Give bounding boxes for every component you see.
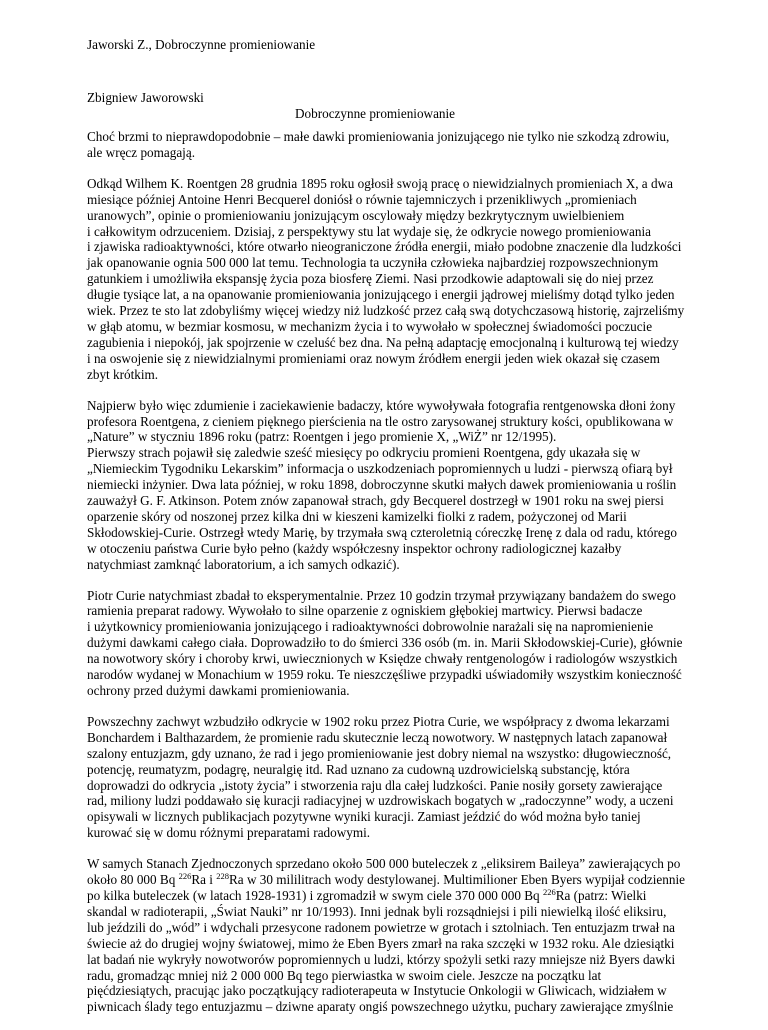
- paragraph-line: rad, miliony ludzi poddawało się kuracji radiacyjnej w uzdrowiskach bogatych w „radoczynne” wody, a uczeni: [87, 793, 674, 809]
- paragraph-line: zbyt krótkim.: [87, 366, 159, 382]
- isotope-mass-number: 228: [216, 871, 230, 882]
- paragraph-line: miesiące później Antoine Henri Becquerel doniósł o równie tajemniczych i przenikliwych „promieniach: [87, 191, 637, 207]
- paragraph-line: Powszechny zachwyt wzbudziło odkrycie w 1902 roku przez Piotra Curie, we współpracy z dwoma lekarzami: [87, 713, 670, 729]
- paragraph-line: potencję, reumatyzm, podagrę, neuralgię itd. Rad uznano za cudowną uzdrowicielską substancję, która: [87, 761, 630, 777]
- paragraph-line: Odkąd Wilhem K. Roentgen 28 grudnia 1895 roku ogłosił swoją pracę o niewidzialnych promieniach X, a dwa: [87, 175, 673, 191]
- paragraph-1: [87, 129, 697, 161]
- paragraph-line: i użytkownicy promieniowania jonizującego i radioaktywności dobrowolnie narażali się na napromienienie: [87, 619, 654, 635]
- paragraph-line: Bonchardem i Balthazardem, że promienie radu skutecznie leczą nowotwory. W następnych latach zapanował: [87, 729, 668, 745]
- paragraph-line: „Niemieckim Tygodniku Lekarskim” informacja o uszkodzeniach popromiennych u ludzi - pierwszą ofiarą był: [87, 461, 673, 477]
- paragraph-line: lub jeździli do „wód” i wdychali przesycone radonem powietrze w grotach i sztolniach. Ten entuzjazm trwał na: [87, 919, 676, 935]
- isotope-mass-number: 226: [178, 871, 192, 882]
- paragraph-line: „Nature” w styczniu 1896 roku (patrz: Roentgen i jego promienie X, „WiŻ” nr 12/1995).: [87, 429, 557, 445]
- article-body: [87, 129, 697, 1030]
- paragraph-line: doprowadzi do odkrycia „istoty życia” i stworzenia raju dla całej ludzkości. Panie nosiły gorsety zawierające: [87, 777, 663, 793]
- paragraph-line: skandal w radioterapii, „Świat Nauki” nr 10/1993). Inni jednak byli rozsądniejsi i pili niewielką ilość eliksiru,: [87, 903, 667, 919]
- paragraph-line: i całkowitym odrzuceniem. Dzisiaj, z perspektywy stu lat wydaje się, że odkrycie nowego promieniowania: [87, 223, 651, 239]
- paragraph-line: lat badań nie wykryły nowotworów popromiennych u ludzi, którzy spożyli setki razy mniejsze niż Byers dawki: [87, 951, 676, 967]
- paragraph-line: profesora Roentgena, z cieniem pięknego pierścienia na tle ostro zarysowanej struktury kości, opublikowana w: [87, 413, 674, 429]
- paragraph-line: zauważył G. F. Atkinson. Potem znów zapanował strach, gdy Becquerel dostrzegł w 1901 roku na swej piersi: [87, 493, 664, 509]
- paragraph-line: i zjawiska radioaktywności, które otwarło nieograniczone źródła energii, miało podobne znaczenie dla ludzkości: [87, 239, 682, 255]
- paragraph-line: narodów wydanej w Monachium w 1959 roku. Te nieszczęśliwe przypadki uświadomiły wszystkim konieczność: [87, 667, 682, 683]
- running-header: Jaworski Z., Dobroczynne promieniowanie: [87, 37, 316, 52]
- paragraph-line: zagubienia i niepokój, jak spojrzenie w czeluść bez dna. Na pełną adaptację emocjonalną i kulturową tej wiedzy: [87, 334, 679, 350]
- paragraph-3: [87, 398, 697, 573]
- paragraph-line: w otoczeniu państwa Curie było pełno (każdy współczesny inspektor ochrony radiologicznej kazałby: [87, 540, 622, 556]
- paragraph-line: w głąb atomu, w bezmiar kosmosu, w mechanizm życia i to wywołało w społecznej świadomości poczucie: [87, 318, 653, 334]
- paragraph-line: opisywali w licznych publikacjach pozytywne wyniki kuracji. Zamiast jeździć do wód można było taniej: [87, 809, 641, 825]
- author-name: Zbigniew Jaworowski: [87, 90, 204, 105]
- paragraph-line: gatunkiem i umożliwiła ekspansję życia poza biosferę Ziemi. Nasi przodkowie adaptowali się do niej przez: [87, 271, 654, 287]
- article-title: Dobroczynne promieniowanie: [295, 106, 456, 121]
- paragraph-line: Pierwszy strach pojawił się zaledwie sześć miesięcy po odkryciu promieni Roentgena, gdy ukazała się w: [87, 445, 641, 461]
- paragraph-line: wiek. Przez te sto lat zdobyliśmy więcej wiedzy niż ludzkość przez całą swą dotychczasową historię, zajrzeliśmy: [87, 303, 685, 319]
- paragraph-line: ramienia preparat radowy. Wywołało to silne oparzenie z ogniskiem głębokiej martwicy. Pierwsi badacze: [87, 603, 643, 619]
- paragraph-5: [87, 714, 697, 841]
- paragraph-line: jak opanowanie ognia 500 000 lat temu. Technologia ta uczyniła człowieka najbardziej rozpowszechnionym: [87, 255, 659, 271]
- paragraph-line: na nowotwory skóry i choroby krwi, uwiecznionych w Księdze chwały rentgenologów i radiologów wszystkich: [87, 651, 678, 667]
- paragraph-line: ale wręcz pomagają.: [87, 144, 195, 160]
- paragraph-4: [87, 588, 697, 699]
- paragraph-line: kurować się w domu różnymi preparatami radowymi.: [87, 825, 371, 841]
- paragraph-6: [87, 856, 697, 1015]
- paragraph-line: radu, gromadząc mniej niż 2 000 000 Bq tego pierwiastka w swoim ciele. Jeszcze na początku lat: [87, 967, 602, 983]
- paragraph-line: po kilka buteleczek (w latach 1928-1931) i zgromadził w swym ciele 370 000 000 Bq $^{226}$Ra (patrz: Wielki: [87, 886, 647, 903]
- paragraph-line: Najpierw było więc zdumienie i zaciekawienie badaczy, które wywoływała fotografia rentgenowska dłoni żony: [87, 397, 676, 413]
- paragraph-line: około 80 000 Bq $^{226}$Ra i $^{228}$Ra w 30 mililitrach wody destylowanej. Multimilioner Eben Byers wypijał codziennie: [87, 871, 685, 888]
- paragraph-line: piwnicach ślady tego entuzjazmu – dziwne aparaty ongiś powszechnego użytku, puchary zawierające zmyślnie: [87, 999, 674, 1015]
- paragraph-line: uranowych”, opinie o promieniowaniu jonizującym oscylowały między bezkrytycznym uwielbieniem: [87, 207, 625, 223]
- paragraph-line: i na oswojenie się z niewidzialnymi promieniami oraz nowym źródłem energii jeden wiek okazał się czasem: [87, 350, 660, 366]
- paragraph-line: szalony entuzjazm, gdy uznano, że rad i jego promieniowanie jest dobry niemal na wszystko: długowieczność,: [87, 745, 672, 761]
- paragraph-line: pięćdziesiątych, pracując jako początkujący radioterapeuta w Instytucie Onkologii w Gliwicach, widziałem w: [87, 983, 667, 999]
- paragraph-line: świecie aż do drugiej wojny światowej, mimo że Eben Byers zmarł na raka szczęki w 1932 roku. Ale dziesiątki: [87, 935, 675, 951]
- paragraph-line: natychmiast zamknąć laboratorium, a ich samych odkazić).: [87, 556, 400, 572]
- paragraph-line: Skłodowskiej-Curie. Ostrzegł wtedy Marię, by trzymała swą czteroletnią córeczkę Irenę z dala od radu, którego: [87, 524, 677, 540]
- paragraph-line: ochrony przed dużymi dawkami promieniowania.: [87, 683, 350, 698]
- paragraph-line: długie tysiące lat, a na opanowanie promieniowania jonizującego i energii jądrowej mieliśmy dotąd tylko jeden: [87, 287, 675, 303]
- paragraph-line: niemiecki inżynier. Dwa lata później, w roku 1898, dobroczynne skutki małych dawek promieniowania u roślin: [87, 477, 677, 493]
- isotope-mass-number: 226: [542, 886, 556, 897]
- paragraph-line: W samych Stanach Zjednoczonych sprzedano około 500 000 buteleczek z „eliksirem Baileya” zawierających po: [87, 856, 681, 872]
- paragraph-line: Piotr Curie natychmiast zbadał to eksperymentalnie. Przez 10 godzin trzymał przywiązany bandażem do swego: [87, 587, 676, 603]
- paragraph-2: [87, 176, 697, 383]
- paragraph-line: dużymi dawkami całego ciała. Doprowadziło to do śmierci 336 osób (m. in. Marii Skłodowskiej-Curie), głównie: [87, 635, 683, 651]
- paragraph-line: Choć brzmi to nieprawdopodobnie – małe dawki promieniowania jonizującego nie tylko nie szkodzą zdrowiu,: [87, 129, 670, 144]
- paragraph-line: oparzenie skóry od noszonej przez kilka dni w kieszeni kamizelki fiolki z radem, pożyczonej od Marii: [87, 508, 627, 524]
